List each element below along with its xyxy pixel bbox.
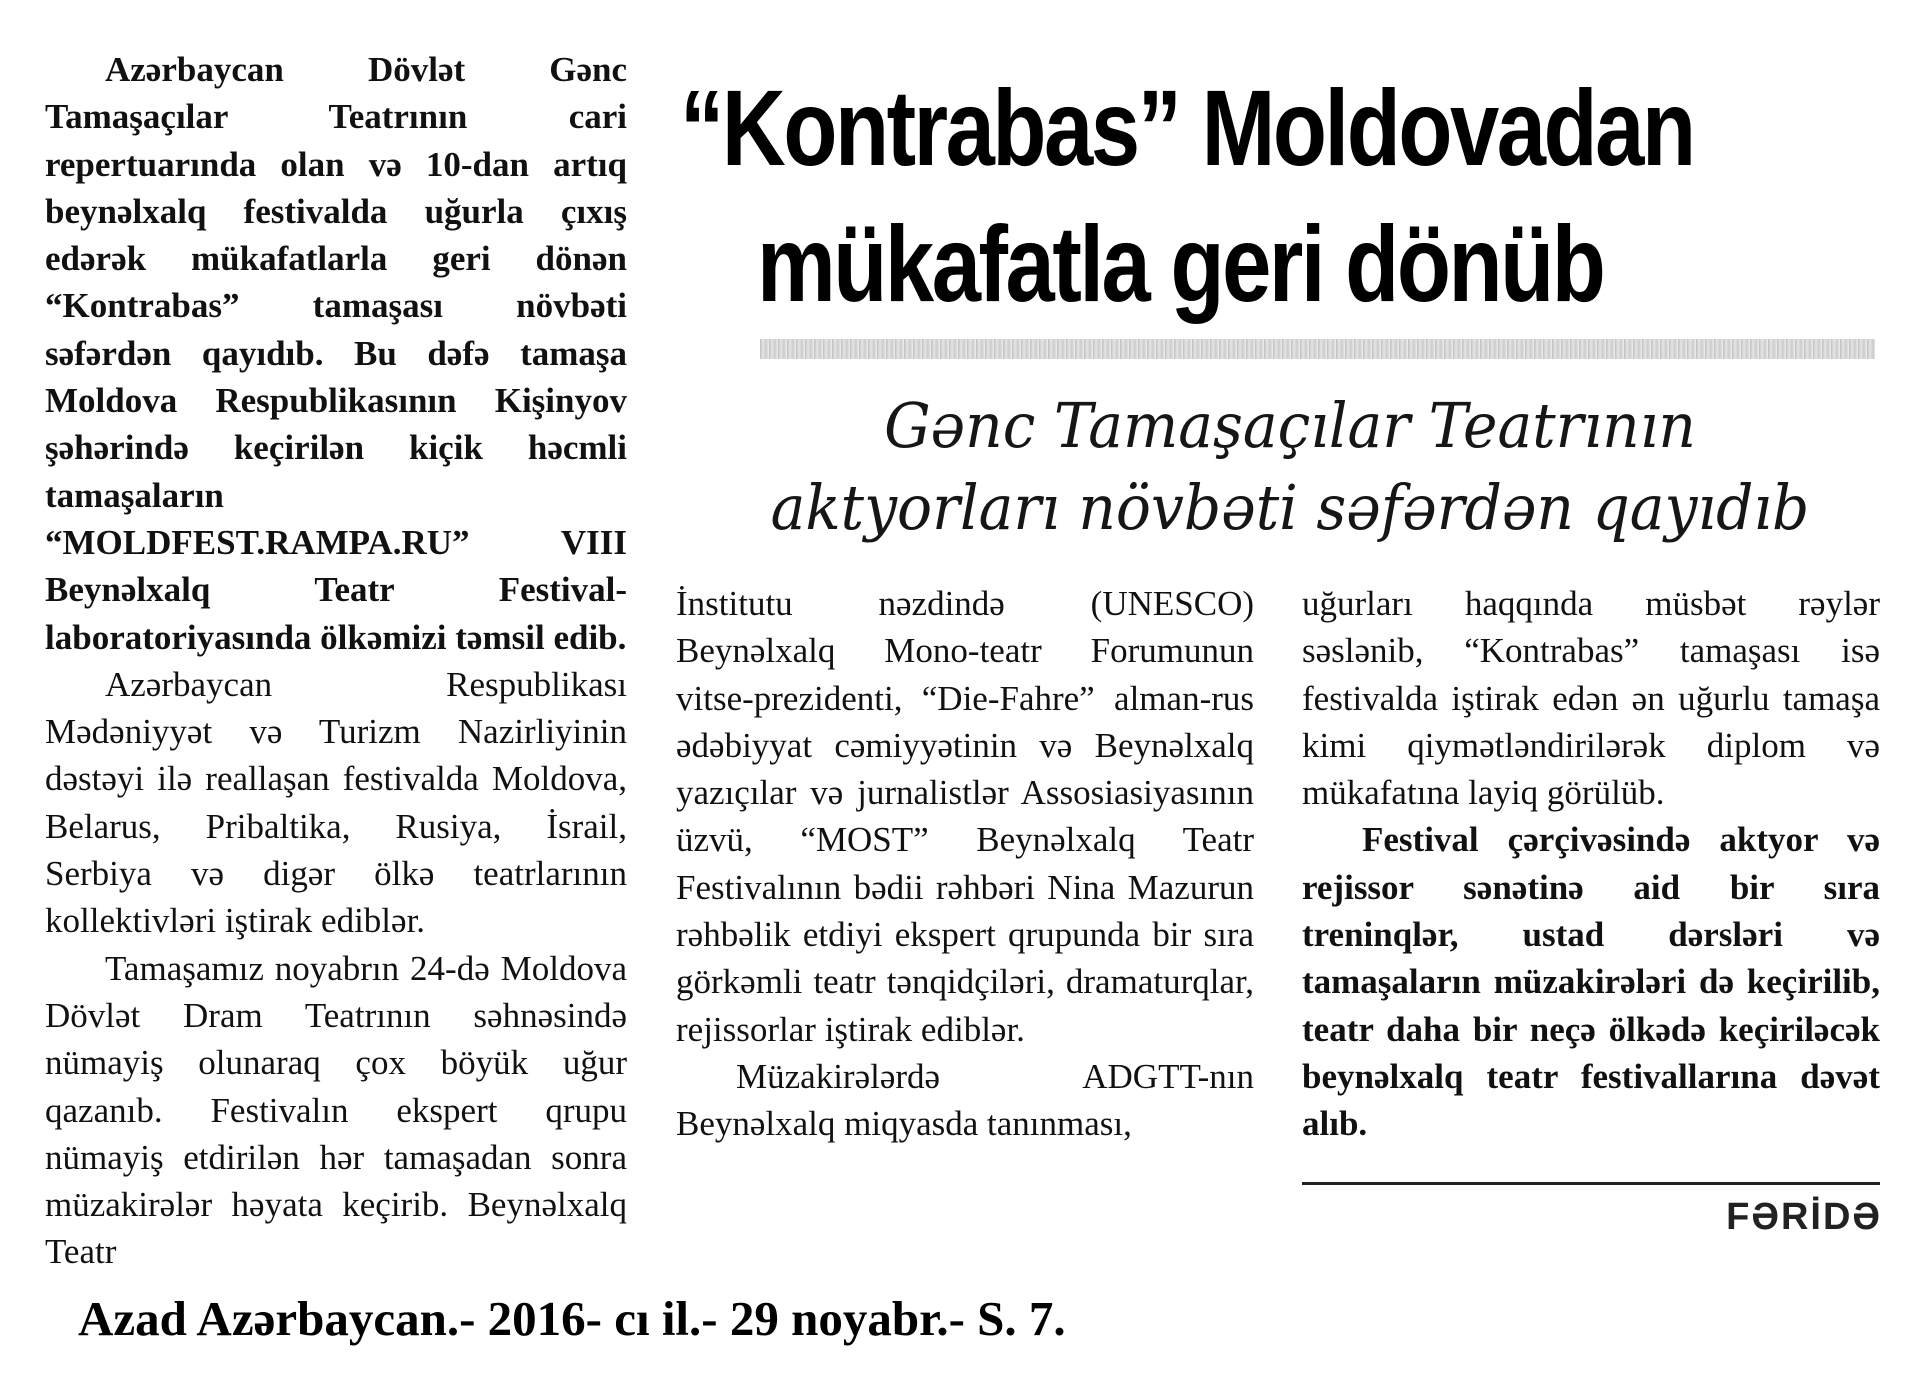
headline-line-2: mükafatla geri dönüb	[757, 203, 1604, 324]
body-paragraph-festival-support: Azərbaycan Respublikası Mədəniyyət və Turizm Nazirliyinin dəstəyi ilə reallaşan festivalda Moldova, Belarus, Pribaltika, Rusiya, İsrail, Serbiya və digər ölkə teatrlarının kollektivləri iştirak ediblər.	[45, 664, 627, 941]
source-citation: Azad Azərbaycan.- 2016- cı il.- 29 noyabr.- S. 7.	[78, 1291, 1066, 1346]
headline-separator	[760, 339, 1875, 359]
body-paragraph-performance-part2: İnstitutu nəzdində (UNESCO) Beynəlxalq Mono-teatr Forumunun vitse-prezidenti, “Die-Fahre” alman-rus ədəbiyyat cəmiyyətinin və Beynəlxalq yazıçılar və jurnalistlər Assosiasiyasının üzvü, “MOST” Beynəlxalq Teatr Festivalının bədii rəhbəri Nina Mazurun rəhbəlik etdiyi ekspert qrupunda bir sıra görkəmli teatr tənqidçiləri, dramaturqlar, rejissorlar iştirak ediblər.	[676, 584, 1254, 1049]
article-column-right	[1302, 580, 1880, 1148]
body-paragraph-discussion-part2: uğurları haqqında müsbət rəylər səslənib, “Kontrabas” tamaşası isə festivalda iştirak edən ən uğurlu tamaşa kimi qiymətləndirilərək diplom və mükafatına layiq görülüb.	[1302, 584, 1880, 813]
body-paragraph-discussion-part1: Müzakirələrdə ADGTT-nın Beynəlxalq miqyasda tanınması,	[676, 1056, 1254, 1144]
headline-line-1: “Kontrabas” Moldovadan	[680, 67, 1694, 188]
signature-divider	[1302, 1182, 1880, 1185]
author-signature: FƏRİDƏ	[1726, 1196, 1882, 1238]
subheadline	[726, 385, 1854, 549]
body-paragraph-performance-part1: Tamaşamız noyabrın 24-də Moldova Dövlət Dram Teatrının səhnəsində nümayiş olunaraq çox böyük uğur qazanıb. Festivalın ekspert qrupu nümayiş etdirilən hər tamaşadan sonra müzakirələr həyata keçirib. Beynəlxalq Teatr	[45, 948, 627, 1272]
closing-paragraph: Festival çərçivəsində aktyor və rejissor sənətinə aid bir sıra treninqlər, ustad dərsləri və tamaşaların müzakirələri də keçirilib, teatr daha bir neçə ölkədə keçiriləcək beynəlxalq teatr festivallarına dəvət alıb.	[1302, 820, 1880, 1144]
subheadline-line-1: Gənc Tamaşaçılar Teatrının	[884, 389, 1696, 462]
lead-paragraph: Azərbaycan Dövlət Gənc Tamaşaçılar Teatrının cari repertuarında olan və 10-dan artıq beynəlxalq festivalda uğurla çıxış edərək mükafatlarla geri dönən “Kontrabas” tamaşası növbəti səfərdən qayıdıb. Bu dəfə tamaşa Moldova Respublikasının Kişinyov şəhərində keçirilən kiçik həcmli tamaşaların “MOLDFEST.RAMPA.RU” VIII Beynəlxalq Teatr Festival-laboratoriyasında ölkəmizi təmsil edib.	[45, 50, 627, 657]
article-column-middle	[676, 580, 1254, 1148]
subheadline-line-2: aktyorları növbəti səfərdən qayıdıb	[770, 471, 1810, 544]
headline	[680, 60, 1694, 332]
article-column-left	[45, 46, 627, 1276]
